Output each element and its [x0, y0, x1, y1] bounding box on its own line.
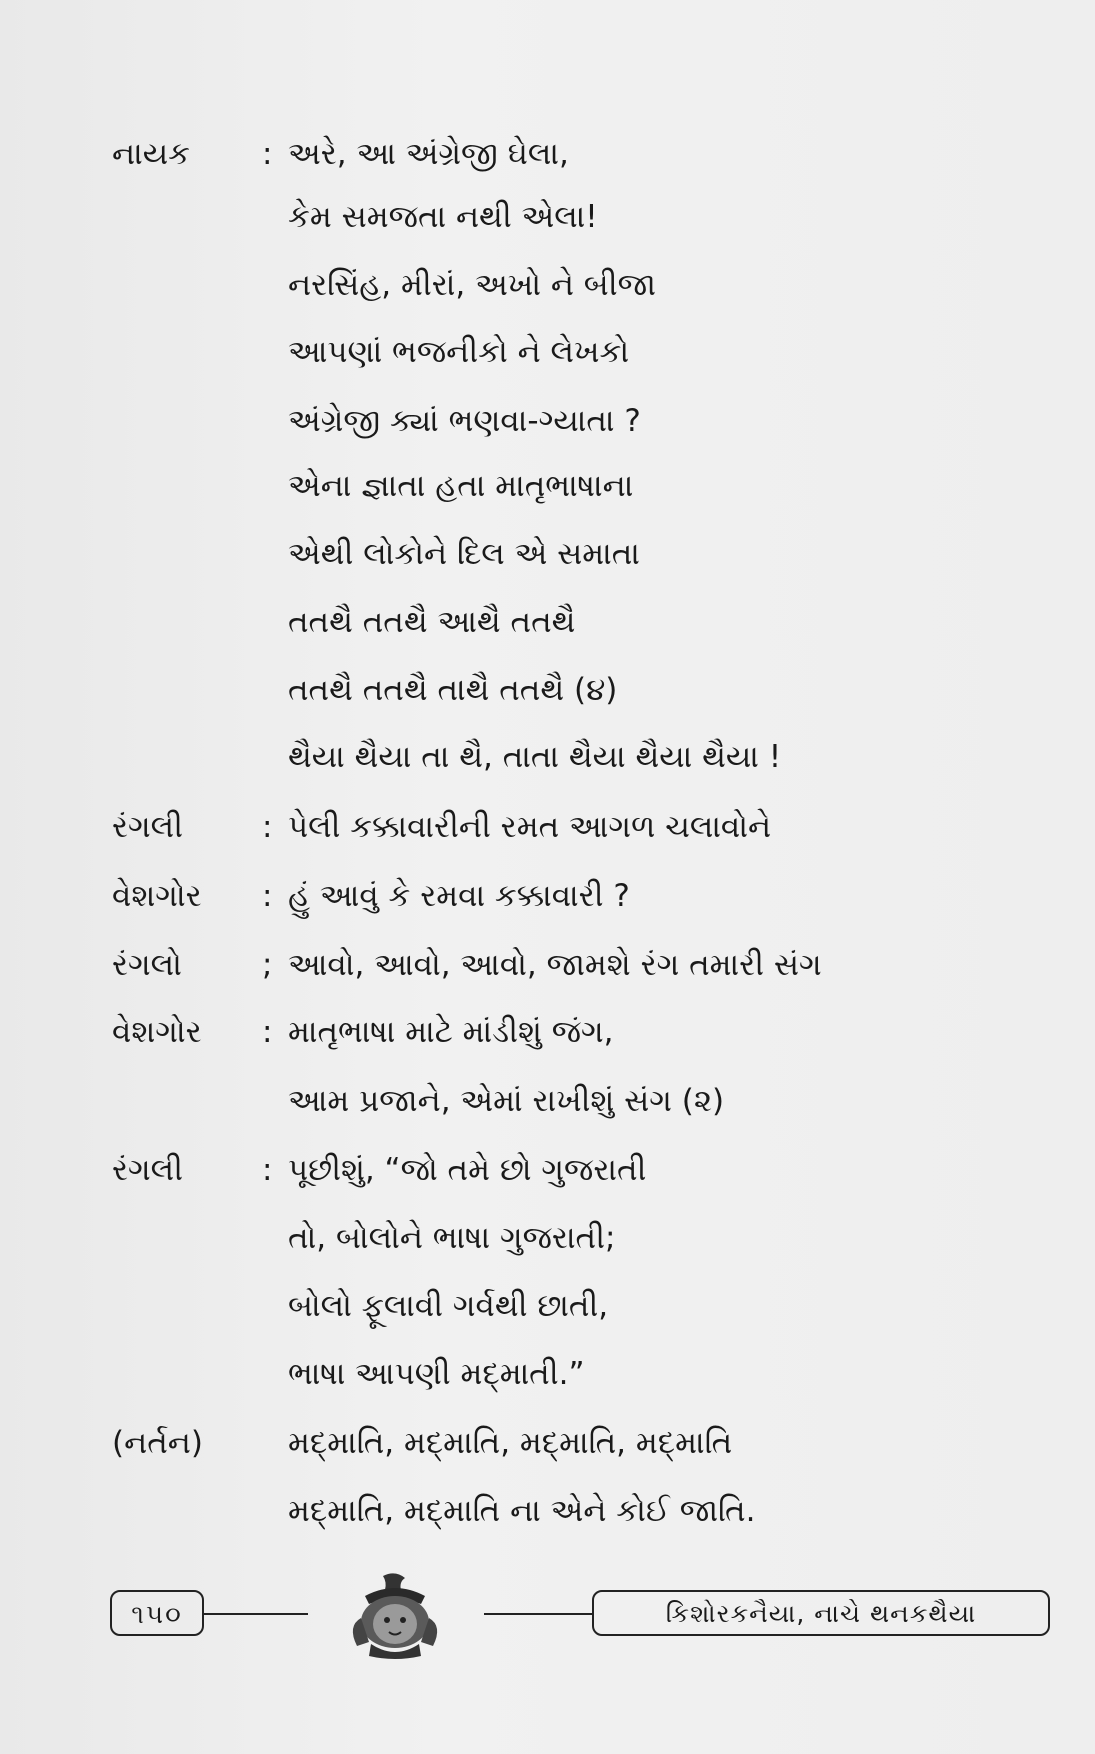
dialogue-text: મદ્‌માતિ, મદ્‌માતિ ના એને કોઈ જાતિ. — [288, 1493, 756, 1529]
dialogue-line — [0, 797, 1095, 857]
dialogue-text: મદ્‌માતિ, મદ્‌માતિ, મદ્‌માતિ, મદ્‌માતિ — [288, 1425, 733, 1461]
speaker-colon: : — [262, 136, 273, 172]
speaker-name: વેશગોર — [112, 878, 202, 914]
footer-rule-left — [204, 1613, 308, 1615]
speaker-name: (નર્તન) — [112, 1425, 203, 1461]
dialogue-text: પેલી કક્કાવારીની રમત આગળ ચલાવોને — [288, 809, 772, 845]
page-footer — [0, 1570, 1095, 1660]
dialogue-text: આવો, આવો, આવો, જામશે રંગ તમારી સંગ — [288, 947, 822, 983]
dialogue-text: પૂછીશું, “જો તમે છો ગુજરાતી — [288, 1152, 647, 1188]
dialogue-line — [0, 1140, 1095, 1200]
dialogue-line — [0, 1344, 1095, 1404]
dialogue-line — [0, 255, 1095, 315]
dialogue-line — [0, 592, 1095, 652]
page-number: ૧૫૦ — [110, 1590, 204, 1636]
dialogue-text: કેમ સમજતા નથી એલા! — [288, 199, 598, 235]
dialogue-line — [0, 524, 1095, 584]
dialogue-text: નરસિંહ, મીરાં, અખો ને બીજા — [288, 267, 656, 303]
dialogue-text: તતથૈ તતથૈ આથૈ તતથૈ — [288, 604, 576, 640]
speaker-colon: : — [262, 878, 273, 914]
dialogue-line — [0, 322, 1095, 382]
dialogue-text: થૈયા થૈયા તા થૈ, તાતા થૈયા થૈયા થૈયા ! — [288, 739, 782, 775]
footer-rule-right — [484, 1613, 592, 1615]
dialogue-line — [0, 660, 1095, 720]
dialogue-text: અંગ્રેજી ક્યાં ભણવા-ગ્યાતા ? — [288, 403, 641, 439]
dialogue-line — [0, 456, 1095, 516]
dialogue-line — [0, 391, 1095, 451]
dialogue-line — [0, 187, 1095, 247]
speaker-name: રંગલો — [112, 947, 182, 983]
krishna-emblem-icon — [305, 1570, 485, 1660]
speaker-colon: ; — [262, 947, 273, 983]
dialogue-line — [0, 1481, 1095, 1541]
dialogue-line — [0, 866, 1095, 926]
speaker-colon: : — [262, 809, 273, 845]
dialogue-text: હું આવું કે રમવા કક્કાવારી ? — [288, 878, 630, 914]
dialogue-text: અરે, આ અંગ્રેજી ઘેલા, — [288, 136, 569, 172]
speaker-name: રંગલી — [112, 1152, 183, 1188]
dialogue-text: બોલો ફૂલાવી ગર્વથી છાતી, — [288, 1288, 609, 1324]
dialogue-line — [0, 935, 1095, 995]
dialogue-text: આપણાં ભજનીકો ને લેખકો — [288, 334, 630, 370]
dialogue-text: એથી લોકોને દિલ એ સમાતા — [288, 536, 640, 572]
dialogue-text: તો, બોલોને ભાષા ગુજરાતી; — [288, 1220, 616, 1256]
dialogue-text: આમ પ્રજાને, એમાં રાખીશું સંગ (૨) — [288, 1083, 725, 1119]
dialogue-text: તતથૈ તતથૈ તાથૈ તતથૈ (૪) — [288, 672, 618, 708]
speaker-colon: : — [262, 1014, 273, 1050]
dialogue-text: માતૃભાષા માટે માંડીશું જંગ, — [288, 1014, 614, 1050]
speaker-name: વેશગોર — [112, 1014, 202, 1050]
dialogue-text: ભાષા આપણી મદ્‌માતી.” — [288, 1356, 585, 1392]
dialogue-line — [0, 1276, 1095, 1336]
dialogue-line — [0, 1071, 1095, 1131]
dialogue-line — [0, 124, 1095, 184]
speaker-name: નાયક — [112, 136, 190, 172]
dialogue-line — [0, 1002, 1095, 1062]
speaker-colon: : — [262, 1152, 273, 1188]
dialogue-line — [0, 1413, 1095, 1473]
dialogue-line — [0, 727, 1095, 787]
speaker-name: રંગલી — [112, 809, 183, 845]
book-title: કિશોરકનૈયા, નાચે થનકથૈયા — [592, 1590, 1050, 1636]
dialogue-line — [0, 1208, 1095, 1268]
dialogue-text: એના જ્ઞાતા હતા માતૃભાષાના — [288, 468, 634, 504]
